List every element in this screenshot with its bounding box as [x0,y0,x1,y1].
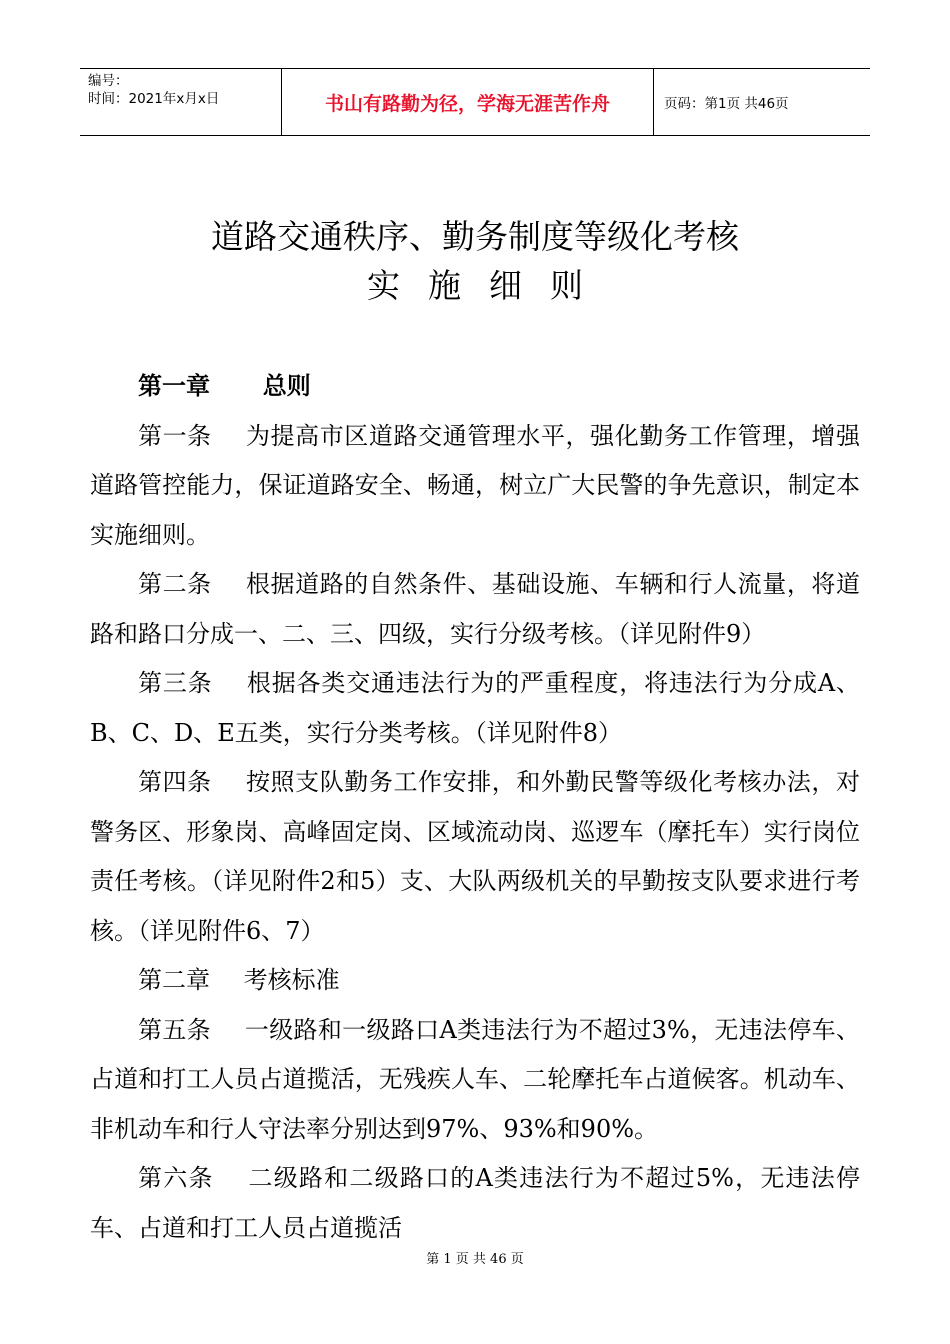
article-text: 根据道路的自然条件、基础设施、车辆和行人流量，将道路和路口分成一、二、三、四级，实行分级考核。（详见附件9） [90,570,861,648]
chapter-title: 考核标准 [243,966,340,994]
article-paragraph [90,412,860,561]
chapter-title: 总则 [262,372,311,400]
article-paragraph [90,1154,860,1253]
article-label: 第四条 [138,768,212,796]
article-label: 第六条 [138,1164,214,1192]
article-paragraph [90,560,860,659]
header-page-info: 页码：第1页 共46页 [664,96,789,112]
article-paragraph [90,1006,860,1155]
document-subtitle: 实施细则 [367,266,611,305]
chapter-heading [90,956,860,1006]
article-text: 二级路和二级路口的A类违法行为不超过5%，无违法停车、占道和打工人员占道揽活 [90,1164,861,1242]
article-label: 第二条 [138,570,212,598]
chapter-label: 第一章 [138,372,210,400]
document-number-label: 编号： [88,73,129,89]
article-paragraph [90,659,860,758]
article-text: 为提高市区道路交通管理水平，强化勤务工作管理，增强道路管控能力，保证道路安全、畅通，树立广大民警的争先意识，制定本实施细则。 [90,421,861,549]
page-header [80,68,870,136]
document-title: 道路交通秩序、勤务制度等级化考核 [211,217,739,256]
article-text: 按照支队勤务工作安排，和外勤民警等级化考核办法，对警务区、形象岗、高峰固定岗、区域流动岗、巡逻车（摩托车）实行岗位责任考核。（详见附件2和5）支、大队两级机关的早勤按支队要求进行考核。（详见附件6、7） [90,768,861,945]
article-text: 根据各类交通违法行为的严重程度，将违法行为分成A、B、C、D、E五类，实行分类考核。（详见附件8） [90,669,860,747]
header-meta [80,69,282,135]
document-body [90,362,865,1242]
document-date: 时间：2021年x月x日 [88,91,220,107]
article-paragraph [90,758,860,956]
article-label: 第一条 [138,421,212,450]
article-label: 第三条 [138,669,213,697]
article-label: 第五条 [138,1015,211,1044]
header-motto: 书山有路勤为径，学海无涯苦作舟 [282,69,654,135]
chapter-heading [90,362,860,412]
page-footer: 第 1 页 共 46 页 [426,1252,524,1267]
chapter-label: 第二章 [138,966,210,994]
article-text: 一级路和一级路口A类违法行为不超过3%，无违法停车、占道和打工人员占道揽活，无残疾人车、二轮摩托车占道候客。机动车、非机动车和行人守法率分别达到97%、93%和90%。 [90,1015,861,1143]
